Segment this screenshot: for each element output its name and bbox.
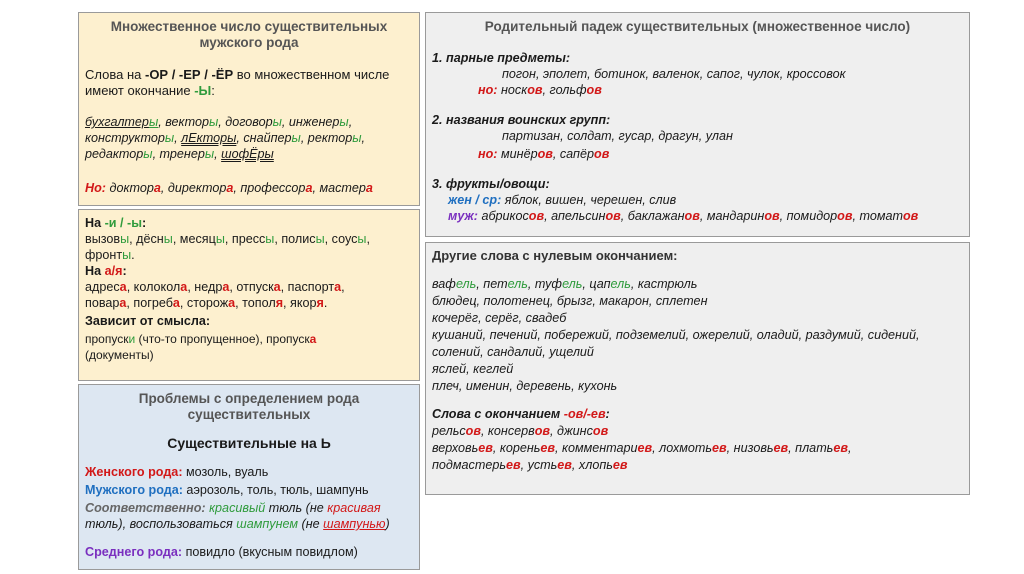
feminine-line: Женского рода: мозоль, вуаль <box>85 465 269 479</box>
paired-exception: но: носков, гольфов <box>478 83 602 97</box>
fruits-feminine: жен / ср: яблок, вишен, черешен, слив <box>448 193 677 207</box>
panel-subtitle: мужского рода <box>199 35 299 50</box>
panel-genitive-plural <box>425 12 970 237</box>
panel-gender-problems <box>78 384 420 570</box>
zero-line-1: вафель, петель, туфель, цапель, кастрюль <box>432 277 698 291</box>
zero-line-2: блюдец, полотенец, брызг, макарон, сплетен <box>432 294 708 308</box>
heading-i-y: На -и / -ы: <box>85 216 147 230</box>
accordingly-line-1: Соответственно: красивый тюль (не красивая <box>85 501 381 515</box>
ov-ev-line-2: верховьев, кореньев, комментариев, лохмотьев, низовьев, платьев, <box>432 441 852 455</box>
zero-line-7: плеч, именин, деревень, кухонь <box>432 379 618 393</box>
line-a-ya-1: адреса, колокола, недра, отпуска, паспорта, <box>85 280 345 294</box>
line-i-y-2: фронты. <box>85 248 135 262</box>
zero-line-5: солений, сандалий, ущелий <box>432 345 594 359</box>
section-paired: 1. парные предметы: <box>432 51 571 65</box>
rule-line-1: Слова на -ОР / -ЕР / -ЁР во множественном числе <box>85 67 390 82</box>
soft-sign-heading: Существительные на Ь <box>167 435 331 451</box>
paired-words: погон, эполет, ботинок, валенок, сапог, чулок, кроссовок <box>502 67 846 81</box>
panel-title: Множественное число существительных <box>110 19 388 34</box>
heading-meaning: Зависит от смысла: <box>85 314 211 328</box>
zero-line-6: яслей, кеглей <box>432 362 514 376</box>
example-line-1: бухгалтеры, векторы, договоры, инженеры, <box>85 115 353 129</box>
ov-ev-line-3: подмастерьев, устьев, хлопьев <box>432 458 628 472</box>
zero-line-4: кушаний, печений, побережий, подземелий, ожерелий, оладий, раздумий, сидений, <box>432 328 920 342</box>
military-exception: но: минёров, сапёров <box>478 147 610 161</box>
accordingly-line-2: тюль), воспользоваться шампунем (не шампунью) <box>85 517 390 531</box>
ov-ev-line-1: рельсов, консервов, джинсов <box>432 424 609 438</box>
ov-ev-heading: Слова с окончанием -ов/-ев: <box>432 407 610 421</box>
section-military: 2. названия воинских групп: <box>432 113 611 127</box>
line-a-ya-2: повара, погреба, сторожа, тополя, якоря. <box>85 296 328 310</box>
panel-title: Родительный падеж существительных (множественное число) <box>484 19 911 34</box>
zero-line-3: кочерёг, серёг, свадеб <box>432 311 567 325</box>
panel-plural-masculine <box>78 12 420 206</box>
example-line-3: редакторы, тренеры, шофЁры <box>85 147 274 161</box>
masculine-line: Мужского рода: аэрозоль, толь, тюль, шампунь <box>85 483 369 497</box>
panel-subtitle: существительных <box>187 407 311 422</box>
fruits-masculine: муж: абрикосов, апельсинов, баклажанов, мандаринов, помидоров, томатов <box>448 209 919 223</box>
section-fruits: 3. фрукты/овощи: <box>432 177 550 191</box>
rule-line-2: имеют окончание -Ы: <box>85 83 215 98</box>
line-meaning-1: пропуски (что-то пропущенное), пропуска <box>85 332 317 346</box>
panel-title: Другие слова с нулевым окончанием: <box>432 248 678 263</box>
military-words: партизан, солдат, гусар, драгун, улан <box>502 129 733 143</box>
neuter-line: Среднего рода: повидло (вкусным повидлом) <box>85 545 358 559</box>
example-line-2: конструкторы, лЕкторы, снайперы, ректоры, <box>85 131 366 145</box>
line-i-y-1: вызовы, дёсны, месяцы, прессы, полисы, соусы, <box>85 232 370 246</box>
heading-a-ya: На а/я: <box>85 264 127 278</box>
line-meaning-2: (документы) <box>85 348 154 362</box>
panel-zero-ending <box>425 242 970 495</box>
panel-title: Проблемы с определением рода <box>138 391 360 406</box>
exception-line: Но: доктора, директора, профессора, мастера <box>85 181 373 195</box>
panel-endings <box>78 209 420 381</box>
